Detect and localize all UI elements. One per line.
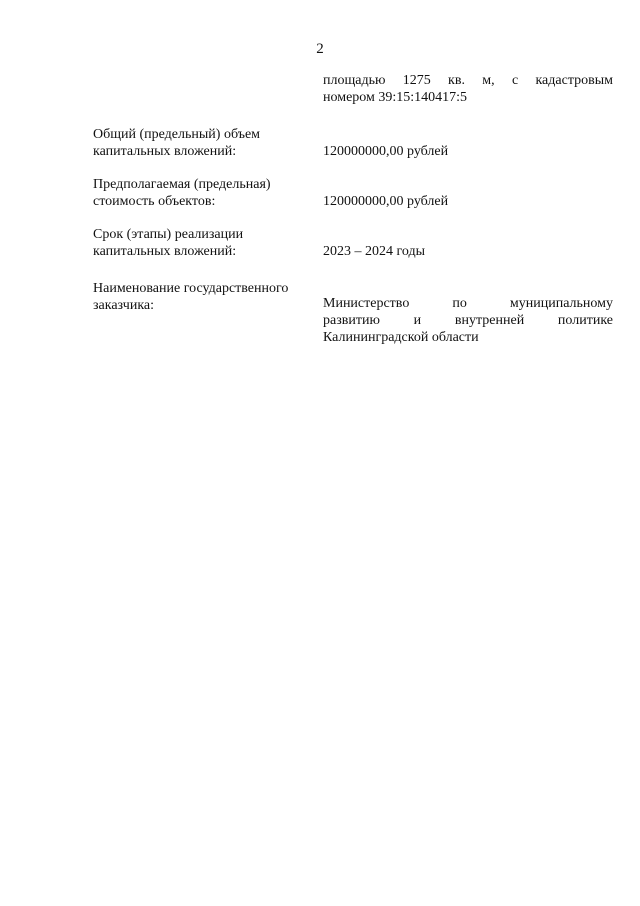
- field-label-line-1: Общий (предельный) объем: [93, 127, 261, 142]
- field-value-line-2: развитию и внутренней политике: [323, 313, 613, 328]
- field-label-line-1: Наименование государственного: [93, 281, 289, 296]
- field-value-line-1: 120000000,00 рублей: [323, 194, 449, 209]
- field-value: [323, 143, 613, 160]
- continuation-line-2: номером 39:15:140417:5: [323, 90, 468, 105]
- field-label-line-2: капитальных вложений:: [93, 244, 237, 259]
- field-label-line-1: Предполагаемая (предельная): [93, 177, 271, 192]
- field-value: [323, 295, 613, 346]
- field-label-line-1: Срок (этапы) реализации: [93, 227, 244, 242]
- field-label: [93, 126, 313, 160]
- field-label: [93, 226, 313, 260]
- page-number: 2: [316, 41, 324, 57]
- field-value: [323, 193, 613, 210]
- field-value-line-1: Министерство по муниципальному: [323, 296, 613, 311]
- field-value-line-1: 120000000,00 рублей: [323, 144, 449, 159]
- continuation-line-1: площадью 1275 кв. м, с кадастровым: [323, 73, 613, 88]
- continuation-value: [323, 72, 613, 106]
- field-value-line-3: Калининградской области: [323, 330, 479, 345]
- field-label-line-2: заказчика:: [93, 298, 155, 313]
- field-value: [323, 243, 613, 260]
- field-label-line-2: стоимость объектов:: [93, 194, 216, 209]
- field-label-line-2: капитальных вложений:: [93, 144, 237, 159]
- field-label: [93, 280, 313, 314]
- field-label: [93, 176, 313, 210]
- field-value-line-1: 2023 – 2024 годы: [323, 244, 426, 259]
